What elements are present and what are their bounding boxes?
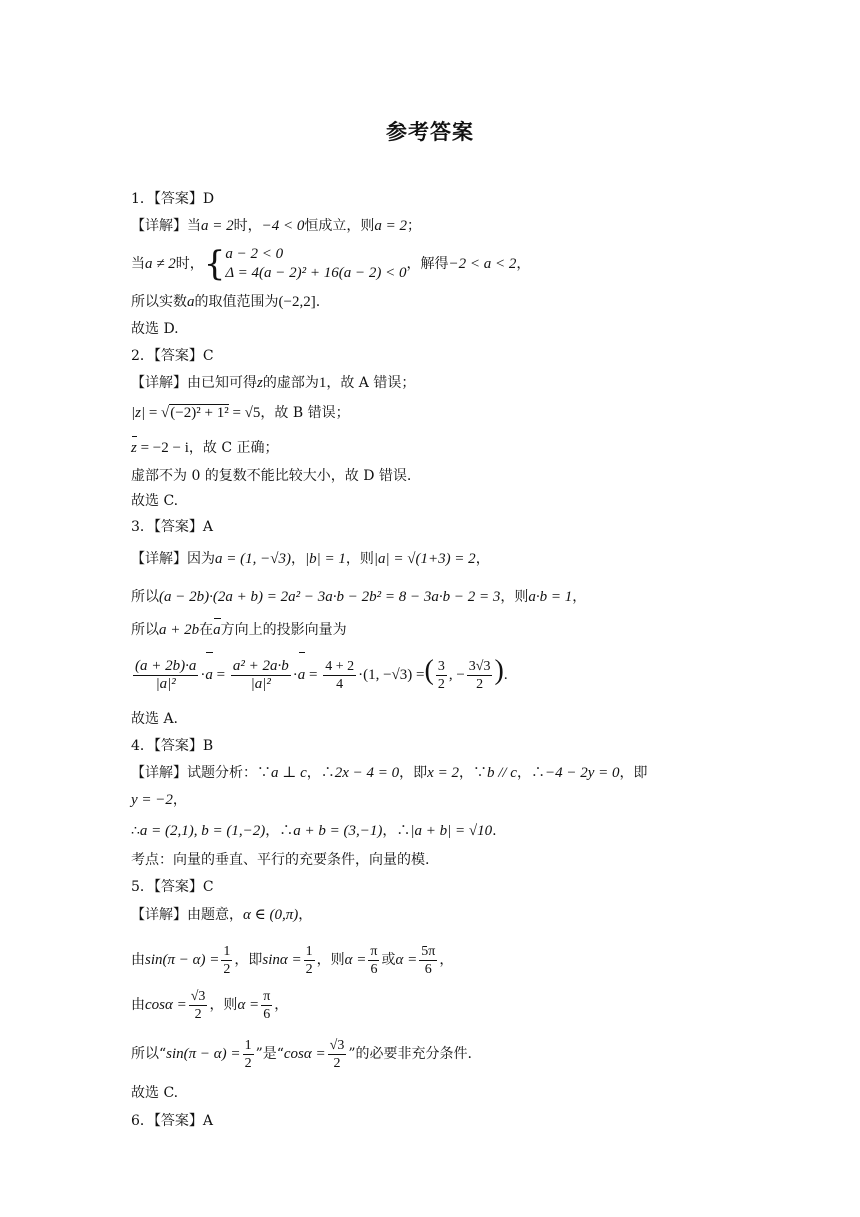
answer-2-detail-line-3: z = −2 − i，故 C 正确；: [131, 440, 279, 456]
answer-2-detail-line-1: 【详解】由已知可得z的虚部为1，故 A 错误；: [131, 375, 416, 391]
answer-3-conclusion: 故选 A.: [131, 711, 179, 727]
answer-2-detail-line-4: 虚部不为 0 的复数不能比较大小，故 D 错误.: [131, 468, 412, 484]
answer-2-conclusion: 故选 C.: [131, 493, 179, 509]
answer-5-detail-line-3: 由cosα = $\frac{√3}{2}$ ，则α = $\frac{\pi}{6}$ ，: [131, 988, 289, 1022]
answer-4-detail-line-2: y = −2，: [131, 792, 187, 808]
answer-1-conclusion: 故选 D.: [131, 321, 179, 337]
answer-3-detail-line-2: 所以(a − 2b)·(2a + b) = 2a² − 3a·b − 2b² = 8 − 3a·b − 2 = 3，则a·b = 1，: [131, 589, 587, 605]
answer-4-detail-line-1: 【详解】试题分析：∵a ⊥ c，∴2x − 4 = 0，即x = 2，∵b // c，∴−4 − 2y = 0，即: [131, 765, 648, 781]
answer-2-detail-line-2: |z| = √(−2)² + 1² = √5，故 B 错误；: [131, 405, 350, 421]
answer-1-header: 1．【答案】D: [131, 191, 215, 207]
answer-3-detail-line-1: 【详解】因为a = (1, −√3)，|b| = 1，则|a| = √(1+3) = 2，: [131, 551, 490, 567]
answer-5-detail-line-1: 【详解】由题意，α ∈ (0,π)，: [131, 907, 313, 923]
answer-6-header: 6．【答案】A: [131, 1113, 214, 1129]
answer-3-detail-line-3: 所以a + 2b在a方向上的投影向量为: [131, 622, 347, 638]
answer-5-header: 5．【答案】C: [131, 879, 214, 895]
answer-3-projection-formula: $\frac{(a + 2b)\cdot a}{\text{|a|²}}$ ·a = $\frac{\text{a² + 2a·b}}{\text{|a|²}}$ ·a = $\frac{4 + 2}{4}$ ·(1, −√3) =( $\frac{3}{2}$ , − $\frac{3√3}{2}$ ).: [131, 650, 508, 696]
answer-1-detail-line-2: 当a ≠ 2时，{ a − 2 < 0 Δ = 4(a − 2)² + 16(a − 2) < 0 ，解得−2 < a < 2，: [131, 244, 531, 284]
answer-3-header: 3．【答案】A: [131, 519, 214, 535]
answer-4-knowledge-point: 考点：向量的垂直、平行的充要条件，向量的模.: [131, 852, 430, 868]
equation-system: a − 2 < 0 Δ = 4(a − 2)² + 16(a − 2) < 0: [225, 246, 407, 281]
answer-2-header: 2．【答案】C: [131, 348, 214, 364]
answer-4-detail-line-3: ∴a = (2,1), b = (1,−2)，∴a + b = (3,−1)，∴|a + b| = √10.: [131, 823, 497, 839]
answer-4-header: 4．【答案】B: [131, 738, 214, 754]
answer-5-conclusion: 故选 C.: [131, 1085, 179, 1101]
answer-5-detail-line-2: 由sin(π − α) = $\frac{1}{2}$ ，即sinα = $\frac{1}{2}$ ，则α = $\frac{\pi}{6}$ 或α = $\frac{5\pi}{6}$ ，: [131, 943, 454, 977]
answer-1-detail-line-3: 所以实数a的取值范围为(−2,2].: [131, 294, 321, 310]
answer-1-detail-line-1: 【详解】当a = 2时，−4 < 0恒成立，则a = 2；: [131, 218, 421, 234]
page-title: 参考答案: [386, 120, 474, 144]
answer-5-detail-line-4: 所以“sin(π − α) = $\frac{1}{2}$ ”是“cosα = $\frac{√3}{2}$ ”的必要非充分条件.: [131, 1037, 472, 1071]
